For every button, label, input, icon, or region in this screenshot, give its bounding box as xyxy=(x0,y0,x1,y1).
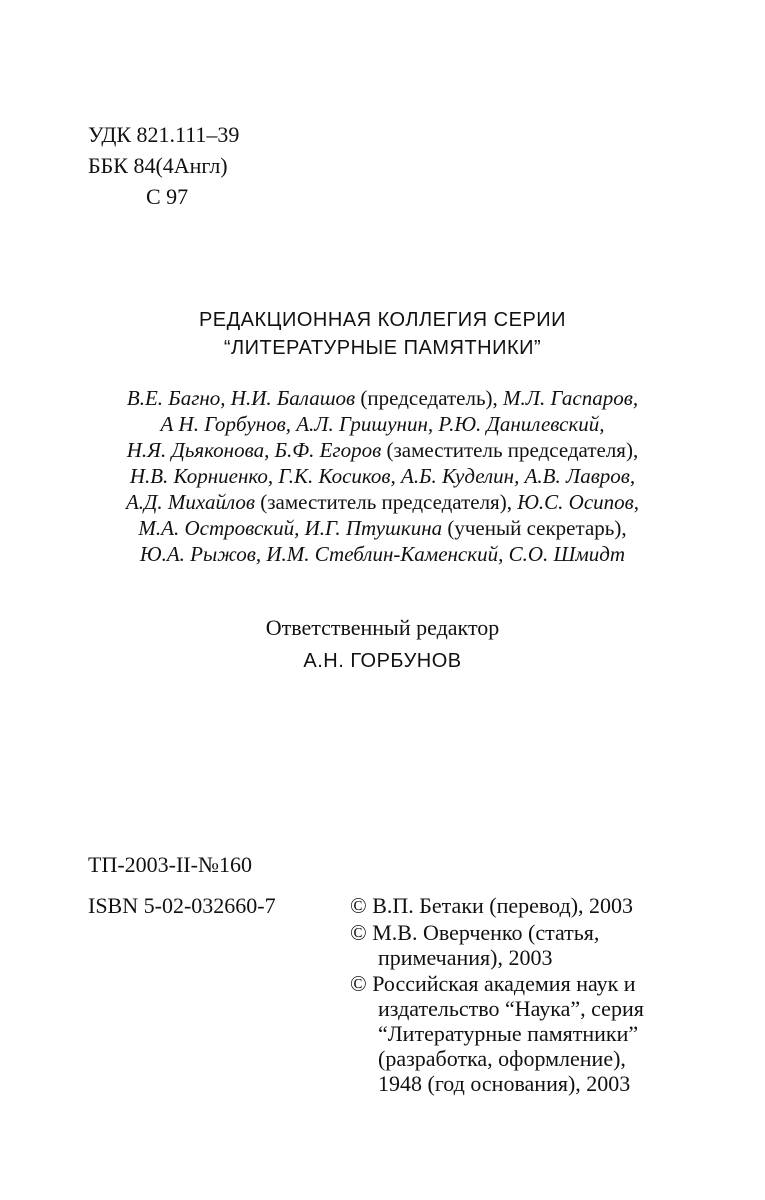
member-names: Н.В. Корниенко, Г.К. Косиков, А.Б. Куделин, А.В. Лавров, xyxy=(129,464,636,488)
member-names: Ю.А. Рыжов, И.М. Стеблин-Каменский, С.О. Шмидт xyxy=(139,542,626,566)
copyright-article: © М.В. Оверченко (статья, xyxy=(350,920,600,945)
bbk-code: ББК 84(4Англ) xyxy=(88,153,228,178)
member-names: В.Е. Багно, Н.И. Балашов xyxy=(126,386,356,410)
board-members-line7 xyxy=(0,541,765,567)
udk-code: УДК 821.111–39 xyxy=(88,122,240,147)
board-members-line5 xyxy=(0,489,765,515)
board-members-line2 xyxy=(0,411,765,437)
member-role: (заместитель председателя), xyxy=(255,490,518,514)
editor-name: А.Н. ГОРБУНОВ xyxy=(303,650,462,672)
author-mark: С 97 xyxy=(146,184,189,209)
copyright-publisher-cont2: “Литературные памятники” xyxy=(378,1021,639,1046)
member-role: (заместитель председателя), xyxy=(381,438,639,462)
board-members-line3 xyxy=(0,437,765,463)
member-names: М.А. Островский, И.Г. Птушкина xyxy=(138,516,443,540)
board-members-line4 xyxy=(0,463,765,489)
member-names: А Н. Горбунов, А.Л. Гришунин, Р.Ю. Данилевский, xyxy=(160,412,605,436)
member-names: Ю.С. Осипов, xyxy=(517,490,640,514)
board-members-line1 xyxy=(0,385,765,411)
isbn: ISBN 5-02-032660-7 xyxy=(88,893,276,918)
board-members-line6 xyxy=(0,515,765,541)
editor-role: Ответственный редактор xyxy=(265,615,500,640)
copyright-article-cont: примечания), 2003 xyxy=(378,945,553,970)
member-names: А.Д. Михайлов xyxy=(125,490,255,514)
board-title-line2: “ЛИТЕРАТУРНЫЕ ПАМЯТНИКИ” xyxy=(223,337,542,359)
copyright-publisher: © Российская академия наук и xyxy=(350,971,636,996)
member-names: Н.Я. Дьяконова, Б.Ф. Егоров xyxy=(126,438,382,462)
copyright-publisher-cont4: 1948 (год основания), 2003 xyxy=(378,1071,631,1096)
member-names: М.Л. Гаспаров, xyxy=(503,386,639,410)
member-role: (председатель), xyxy=(355,386,504,410)
copyright-publisher-cont3: (разработка, оформление), xyxy=(378,1046,626,1071)
board-title-line1: РЕДАКЦИОННАЯ КОЛЛЕГИЯ СЕРИИ xyxy=(198,309,567,331)
member-role: (ученый секретарь), xyxy=(442,516,627,540)
copyright-translation: © В.П. Бетаки (перевод), 2003 xyxy=(350,893,634,918)
tp-number: ТП-2003-II-№160 xyxy=(88,852,252,877)
copyright-publisher-cont1: издательство “Наука”, серия xyxy=(378,996,644,1021)
